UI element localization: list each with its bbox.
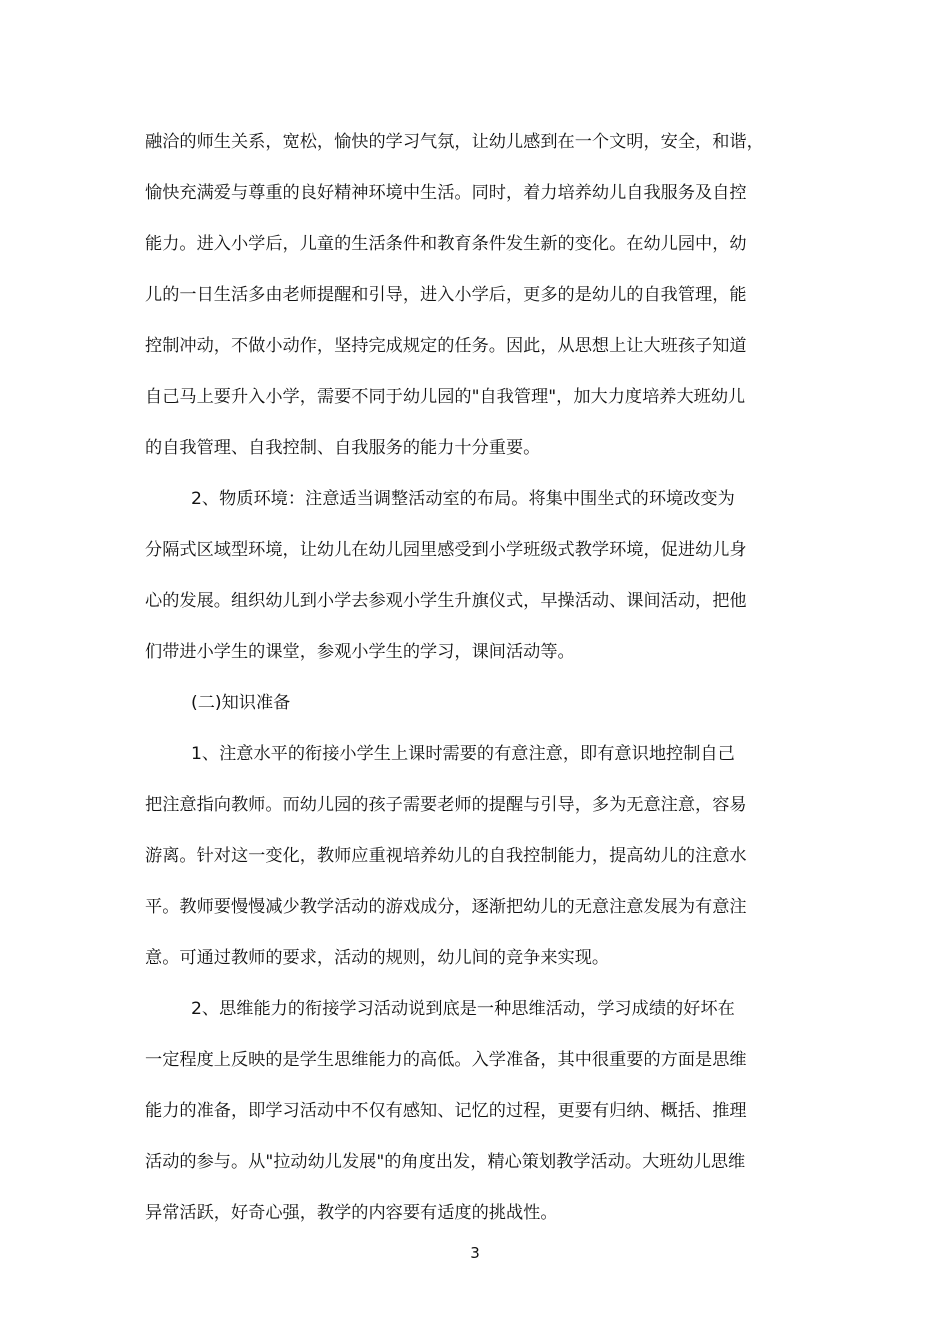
text-line: 异常活跃，好奇心强，教学的内容要有适度的挑战性。 xyxy=(145,1203,558,1223)
text-line: 活动的参与。从"拉动幼儿发展"的角度出发，精心策划教学活动。大班幼儿思维 xyxy=(145,1152,746,1172)
text-line: 自己马上要升入小学，需要不同于幼儿园的"自我管理"，加大力度培养大班幼儿 xyxy=(145,387,746,407)
paragraph-first-line: 1、注意水平的衔接小学生上课时需要的有意注意，即有意识地控制自己 xyxy=(191,744,735,764)
paragraph-first-line: (二)知识准备 xyxy=(191,693,291,713)
text-line: 把注意指向教师。而幼儿园的孩子需要老师的提醒与引导，多为无意注意，容易 xyxy=(145,795,747,815)
text-line: 的自我管理、自我控制、自我服务的能力十分重要。 xyxy=(145,438,541,458)
text-line: 愉快充满爱与尊重的良好精神环境中生活。同时，着力培养幼儿自我服务及自控 xyxy=(145,183,747,203)
document-body xyxy=(145,117,807,1239)
text-line: 一定程度上反映的是学生思维能力的高低。入学准备，其中很重要的方面是思维 xyxy=(145,1050,747,1070)
paragraph-first-line: 2、物质环境：注意适当调整活动室的布局。将集中围坐式的环境改变为 xyxy=(191,489,735,509)
page-number: 3 xyxy=(470,1244,480,1262)
text-line: 能力。进入小学后，儿童的生活条件和教育条件发生新的变化。在幼儿园中，幼 xyxy=(145,234,747,254)
paragraph-first-line: 2、思维能力的衔接学习活动说到底是一种思维活动，学习成绩的好坏在 xyxy=(191,999,735,1019)
text-line: 能力的准备，即学习活动中不仅有感知、记忆的过程，更要有归纳、概括、推理 xyxy=(145,1101,747,1121)
text-line: 分隔式区域型环境，让幼儿在幼儿园里感受到小学班级式教学环境，促进幼儿身 xyxy=(145,540,747,560)
text-line: 儿的一日生活多由老师提醒和引导，进入小学后，更多的是幼儿的自我管理，能 xyxy=(145,285,747,305)
text-line: 意。可通过教师的要求，活动的规则，幼儿间的竞争来实现。 xyxy=(145,948,610,968)
text-line: 们带进小学生的课堂，参观小学生的学习，课间活动等。 xyxy=(145,642,575,662)
text-line: 平。教师要慢慢减少教学活动的游戏成分，逐渐把幼儿的无意注意发展为有意注 xyxy=(145,897,747,917)
text-line: 游离。针对这一变化，教师应重视培养幼儿的自我控制能力，提高幼儿的注意水 xyxy=(145,846,747,866)
text-line: 控制冲动，不做小动作，坚持完成规定的任务。因此，从思想上让大班孩子知道 xyxy=(145,336,747,356)
text-line: 心的发展。组织幼儿到小学去参观小学生升旗仪式，早操活动、课间活动，把他 xyxy=(145,591,747,611)
text-line: 融洽的师生关系，宽松，愉快的学习气氛，让幼儿感到在一个文明，安全，和谐， xyxy=(145,132,764,152)
